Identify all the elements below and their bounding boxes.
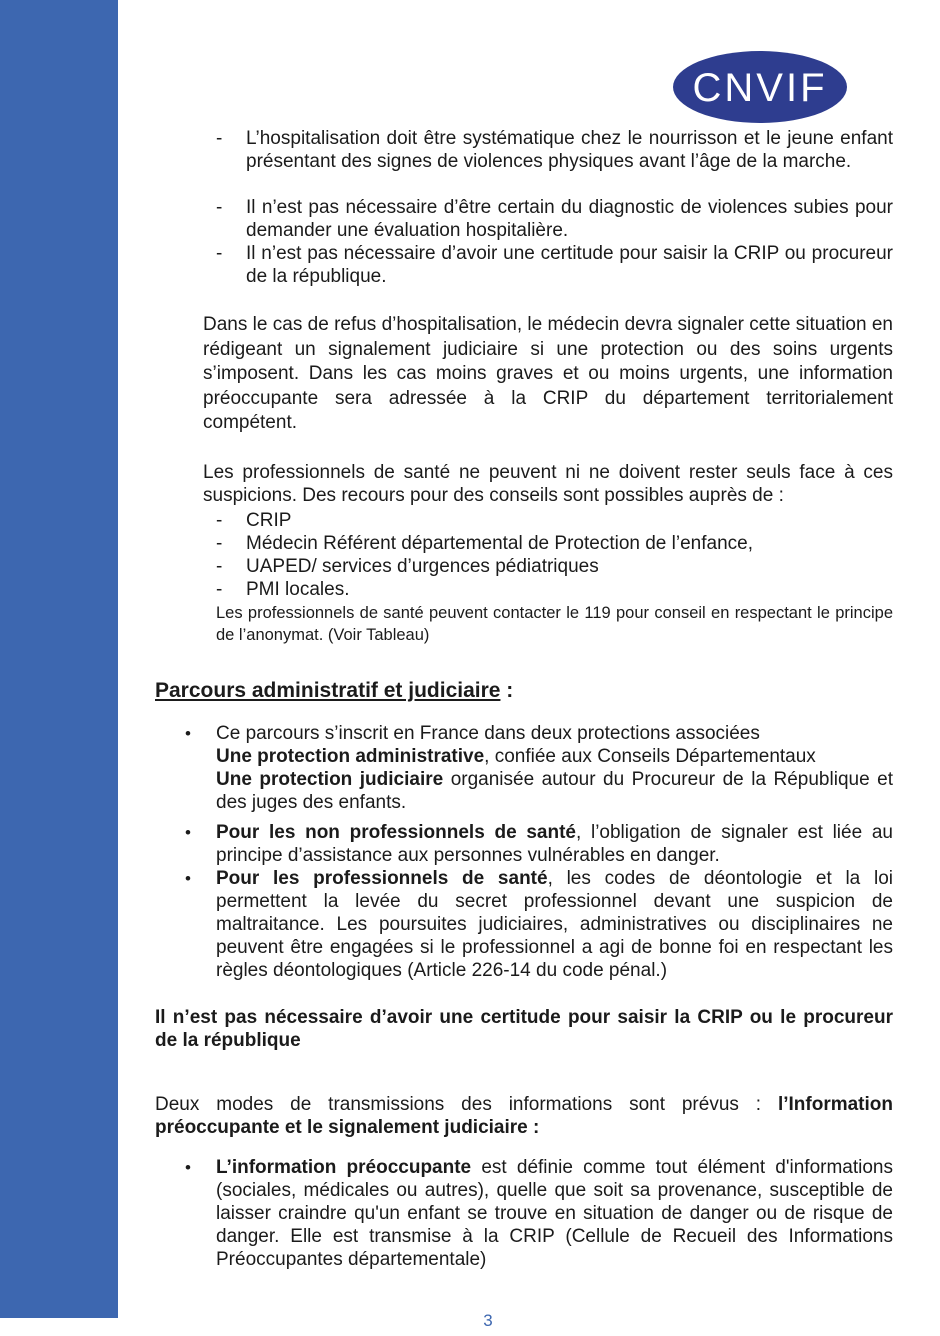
dash-mark: - [216,533,223,554]
list-item-text: Il n’est pas nécessaire d’être certain du diagnostic de violences subies pour demander une évaluation hospitalière. [246,197,893,241]
list-item [216,242,893,288]
bullet-bold: Une protection administrative [216,746,485,767]
bullet-bold: Pour les non professionnels de santé [216,822,576,843]
bullet-text: , confiée aux Conseils Départementaux [484,746,816,767]
bullet-mark: • [185,724,191,743]
sidebar-band [0,0,118,1318]
dash-mark: - [216,128,223,149]
section-heading-text: Parcours administratif et judiciaire [155,679,501,702]
bullet-bold: Pour les professionnels de santé [216,868,548,889]
list-item-text: Médecin Référent départemental de Protection de l’enfance, [246,533,753,554]
list-item [216,509,893,532]
modes-intro: Deux modes de transmissions des informations sont prévus : [155,1094,778,1115]
paragraph-recours: Les professionnels de santé ne peuvent ni ne doivent rester seuls face à ces suspicions. Des recours pour des conseils sont possibles auprès de : [203,462,893,506]
list-item-text: CRIP [246,510,292,531]
bullet-bold: L’information préoccupante [216,1157,472,1178]
section-heading [155,678,513,704]
list-item-text: L’hospitalisation doit être systématique chez le nourrisson et le jeune enfant présentant des signes de violences physiques avant l’âge de la marche. [246,128,893,172]
bullet-text: organisée autour du Procureur de la République et des juges des enfants. [216,769,893,813]
bullet-text: est définie comme tout élément d'informations (sociales, médicales ou autres), quelle que soit sa provenance, susceptible de laisser craindre qu'un enfant se trouve en situation de danger ou de risque de danger. Elle est transmise à la CRIP (Cellule de Recueil des Informations Préoccupantes départementale) [216,1157,893,1270]
list-item [216,532,893,555]
page-number: 3 [483,1311,493,1330]
bullet-item [185,821,893,867]
section-heading-suffix: : [500,679,514,702]
logo-text: CNVIF [692,66,828,110]
bullet-mark: • [185,1158,191,1177]
modes-paragraph [155,1093,893,1139]
list-item [216,127,893,173]
cnvif-logo [672,50,848,124]
list-item [216,555,893,578]
bullet-text: , l’obligation de signaler est liée au principe d’assistance aux personnes vulnérables en danger. [216,822,893,866]
list-item-text: PMI locales. [246,579,350,600]
bullet-text: Ce parcours s’inscrit en France dans deux protections associées [216,723,760,744]
bullet-mark: • [185,869,191,888]
bullet-item [185,1156,893,1271]
list-item [216,196,893,242]
bold-note: Il n’est pas nécessaire d’avoir une certitude pour saisir la CRIP ou le procureur de la république [155,1007,893,1051]
bullet-item [185,722,893,814]
bullet-mark: • [185,823,191,842]
dash-mark: - [216,197,223,218]
list-item [216,578,893,601]
bullet-item [185,867,893,982]
dash-mark: - [216,243,223,264]
bullet-text: , les codes de déontologie et la loi permettent la levée du secret professionnel devant une suspicion de maltraitance. Les poursuites judiciaires, administratives ou disciplinaires ne peuvent être engagées si le professionnel a agi de bonne foi en respectant les règles déontologiques (Article 226-14 du code pénal.) [216,868,893,981]
dash-mark: - [216,510,223,531]
bullet-bold: Une protection judiciaire [216,769,444,790]
modes-intro-bold: l’Information préoccupante et le signalement judiciaire : [155,1094,893,1138]
note-119: Les professionnels de santé peuvent contacter le 119 pour conseil en respectant le principe de l’anonymat. (Voir Tableau) [216,604,893,644]
list-item-text: UAPED/ services d’urgences pédiatriques [246,556,599,577]
dash-mark: - [216,556,223,577]
list-item-text: Il n’est pas nécessaire d’avoir une certitude pour saisir la CRIP ou procureur de la république. [246,243,893,287]
dash-mark: - [216,579,223,600]
paragraph-refus: Dans le cas de refus d’hospitalisation, le médecin devra signaler cette situation en rédigeant un signalement judiciaire si une protection ou des soins urgents s’imposent. Dans les cas moins graves et ou moins urgents, une information préoccupante sera adressée à la CRIP du département territorialement compétent. [203,314,893,433]
